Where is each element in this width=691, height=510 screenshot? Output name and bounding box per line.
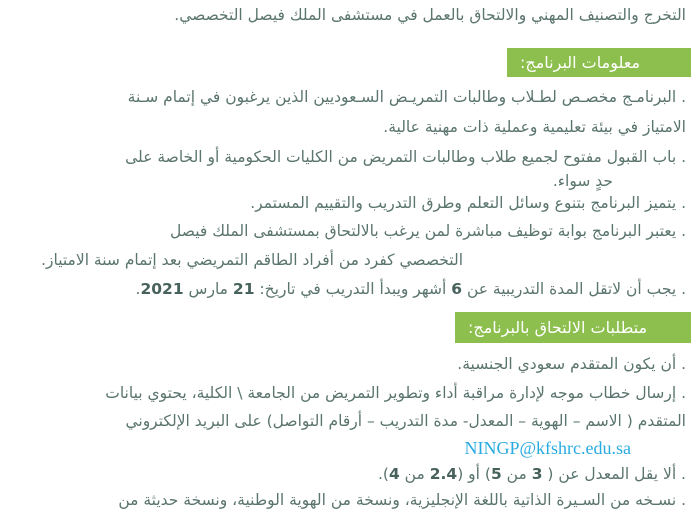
requirements-header-bar bbox=[455, 312, 691, 343]
program-info-bullet-4-line-1: . يعتبر البرنامج بوابة توظيف مباشرة لمن يرغب بالالتحاق بمستشفى الملك فيصل bbox=[170, 222, 686, 240]
intro-paragraph-tail: التخرج والتصنيف المهني والالتحاق بالعمل في مستشفى الملك فيصل التخصصي. bbox=[174, 6, 686, 24]
program-info-header-title: معلومات البرنامج: bbox=[520, 53, 641, 72]
program-info-bullet-4-line-2: التخصصي كفرد من أفراد الطاقم التمريضي بعد إتمام سنة الامتياز. bbox=[41, 251, 463, 269]
requirements-bullet-1: . أن يكون المتقدم سعودي الجنسية. bbox=[457, 355, 686, 373]
requirements-bullet-3: . ألا يقل المعدل عن ( 3 من 5) أو (2.4 من 4). bbox=[377, 465, 686, 483]
program-info-bullet-2-line-2: حدٍ سواء. bbox=[552, 172, 613, 190]
program-info-header-bar bbox=[507, 48, 691, 77]
requirements-bullet-2-line-2: المتقدم ( الاسم – الهوية – المعدل- مدة التدريب – أرقام التواصل) على البريد الإلكتروني bbox=[125, 412, 686, 430]
requirements-bullet-4: . نسـخه من السـيرة الذاتية باللغة الإنجليزية، ونسخة من الهوية الوطنية، ونسخة حديثة من bbox=[118, 491, 686, 509]
program-info-bullet-3: . يتميز البرنامج بتنوع وسائل التعلم وطرق التدريب والتقييم المستمر. bbox=[250, 194, 686, 212]
program-info-bullet-2-line-1: . باب القبول مفتوح لجميع طلاب وطالبات التمريض من الكليات الحكومية أو الخاصة على bbox=[125, 148, 686, 166]
requirements-bullet-2-line-1: . إرسال خطاب موجه لإدارة مراقبة أداء وتطوير التمريض من الجامعة \ الكلية، يحتوي بيانات bbox=[105, 384, 686, 402]
program-info-bullet-1-line-2: الامتياز في بيئة تعليمية وعملية ذات مهنية عالية. bbox=[383, 118, 686, 136]
program-info-bullet-1-line-1: . البرنامـج مخصـص لطـلاب وطالبات التمريـض السـعوديين الذين يرغبون في إتمام سـنة bbox=[127, 88, 686, 106]
requirements-header-title: متطلبات الالتحاق بالبرنامج: bbox=[468, 318, 648, 337]
email-link[interactable]: NINGP@kfshrc.edu.sa bbox=[464, 438, 631, 458]
program-info-bullet-5: . يجب أن لاتقل المدة التدريبية عن 6 أشهر ويبدأ التدريب في تاريخ: 21 مارس 2021. bbox=[135, 280, 686, 298]
